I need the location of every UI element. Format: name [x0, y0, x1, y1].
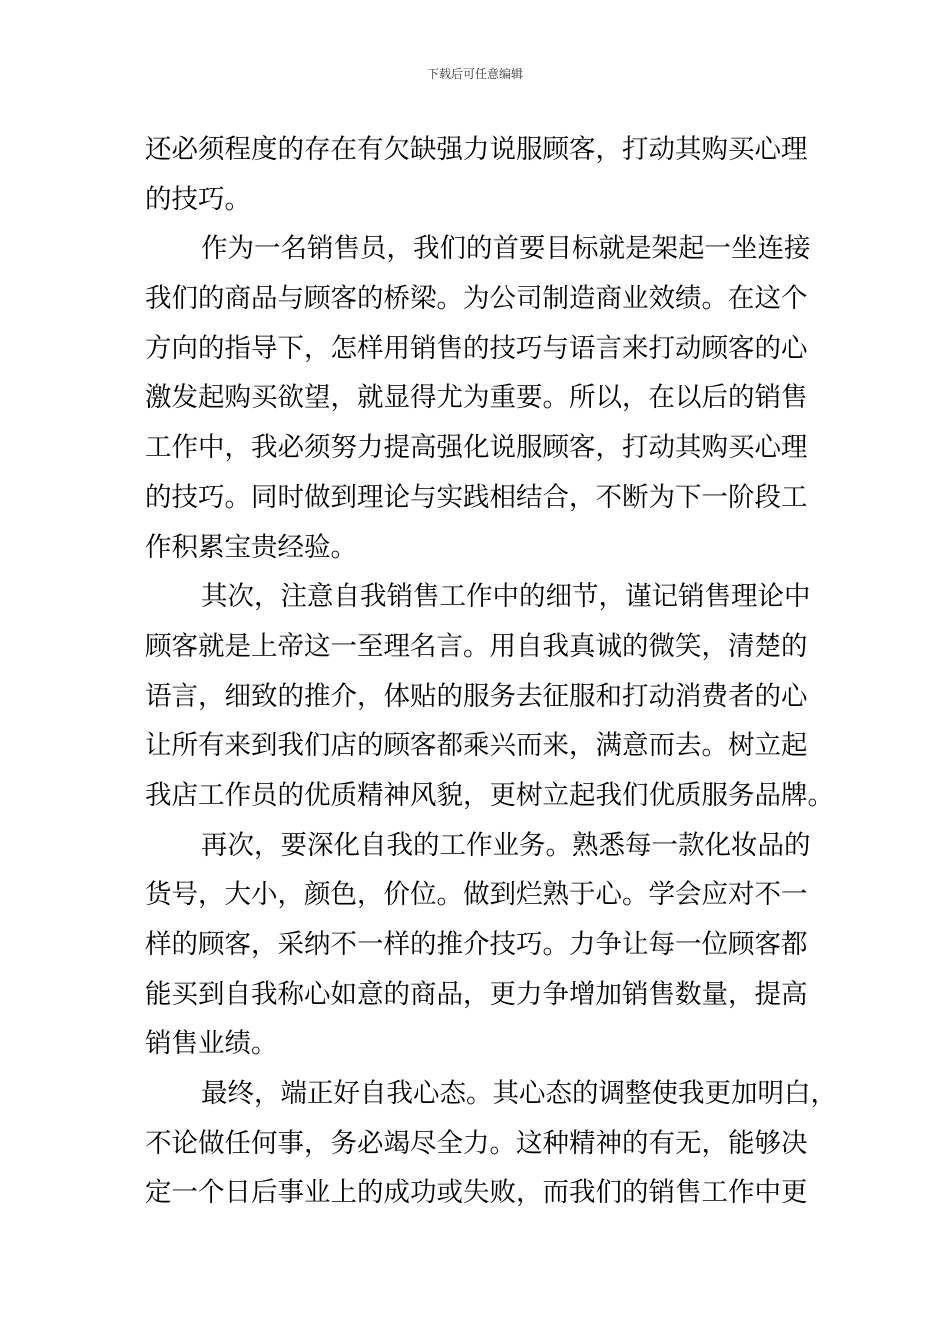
text-line: 激发起购买欲望，就显得尤为重要。所以，在以后的销售 [145, 382, 808, 414]
page-header: 下载后可任意编辑 [426, 67, 523, 81]
text-line: 的技巧。 [145, 183, 251, 215]
text-line: 顾客就是上帝这一至理名言。用自我真诚的微笑，清楚的 [145, 630, 808, 662]
text-line: 作为一名销售员，我们的首要目标就是架起一坐连接 [201, 233, 811, 265]
text-line: 能买到自我称心如意的商品，更力争增加销售数量，提高 [145, 978, 808, 1010]
text-line: 方向的指导下，怎样用销售的技巧与语言来打动顾客的心 [145, 332, 808, 364]
text-line: 不论做任何事，务必竭尽全力。这种精神的有无，能够决 [145, 1127, 808, 1159]
text-line: 工作中，我必须努力提高强化说服顾客，打动其购买心理 [145, 432, 808, 464]
text-line: 销售业绩。 [145, 1028, 278, 1060]
document-body [145, 125, 837, 1218]
text-line: 货号，大小，颜色，价位。做到烂熟于心。学会应对不一 [145, 879, 808, 911]
text-line: 再次，要深化自我的工作业务。熟悉每一款化妆品的 [201, 829, 811, 861]
text-line: 定一个日后事业上的成功或失败，而我们的销售工作中更 [145, 1177, 808, 1209]
text-line: 最终，端正好自我心态。其心态的调整使我更加明白， [201, 1078, 837, 1110]
text-line: 让所有来到我们店的顾客都乘兴而来，满意而去。树立起 [145, 730, 808, 762]
text-line: 其次，注意自我销售工作中的细节，谨记销售理论中 [201, 581, 811, 613]
text-line: 的技巧。同时做到理论与实践相结合，不断为下一阶段工 [145, 481, 808, 513]
text-line: 作积累宝贵经验。 [145, 531, 357, 563]
text-line: 语言，细致的推介，体贴的服务去征服和打动消费者的心 [145, 680, 808, 712]
text-line: 样的顾客，采纳不一样的推介技巧。力争让每一位顾客都 [145, 929, 808, 960]
text-line: 还必须程度的存在有欠缺强力说服顾客，打动其购买心理 [145, 134, 808, 165]
text-line: 我店工作员的优质精神风貌，更树立起我们优质服务品牌。 [145, 779, 834, 811]
text-line: 我们的商品与顾客的桥梁。为公司制造商业效绩。在这个 [145, 283, 808, 315]
